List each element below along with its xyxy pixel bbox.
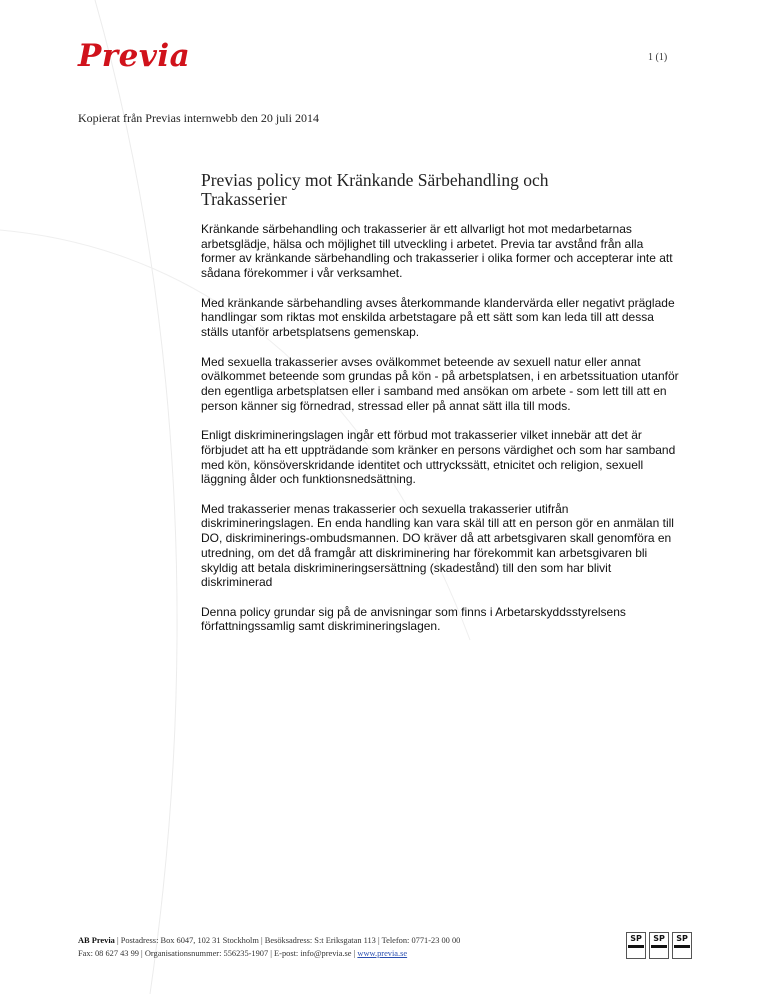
sp-certification-icon: [672, 932, 692, 959]
cert-mark: SP: [630, 934, 642, 943]
cert-mark: SP: [676, 934, 688, 943]
footer-line-1: [78, 934, 598, 947]
footer-contact: Fax: 08 627 43 99 | Organisationsnummer: 556235-1907 | E-post: info@previa.se |: [78, 949, 358, 958]
paragraph: Kränkande särbehandling och trakasserier är ett allvarligt hot mot medarbetarnas arbetsglädje, hälsa och möjlighet till utveckling i arbetet. Previa tar avstånd från alla former av kränkande särbehandling och trakasserier i olika former och accepterar inte att sådana förekommer i vår verksamhet.: [201, 222, 673, 281]
paragraph: Med trakasserier menas trakasserier och sexuella trakasserier utifrån diskrimineringslagen. En enda handling kan vara skäl till att en person gör en anmälan till DO, diskriminerings-ombudsmannen. DO kräver då att arbetsgivaren skall genomföra en utredning, om det då framgår att diskriminering har förekommit kan arbetsgivaren bli skyldig att betala diskrimineringsersättning (skadestånd) till den som har blivit diskriminerad: [201, 501, 674, 590]
paragraph: Med sexuella trakasserier avses ovälkommet beteende av sexuell natur eller annat ovälkommet beteende som grundas på kön - på arbetsplatsen, i en arbetssituation utanför den egentliga arbetsplatsen eller i samband med ansökan om arbete - som lett till att en person känner sig förnedrad, stressad eller på annat sätt illa till mods.: [201, 354, 679, 413]
footer-address: | Postadress: Box 6047, 102 31 Stockholm | Besöksadress: S:t Eriksgatan 113 | Telefon: 0771-23 00 00: [114, 936, 461, 945]
paragraph: Med kränkande särbehandling avses återkommande klandervärda eller negativt präglade handlingar som riktas mot enskilda arbetstagare på ett sätt som kan leda till att dessa ställs utanför arbetsplatsens gemenskap.: [201, 295, 675, 340]
cert-mark: SP: [653, 934, 665, 943]
page-number: 1 (1): [648, 52, 668, 63]
footer-line-2: [78, 947, 598, 960]
sp-certification-icon: [649, 932, 669, 959]
footer-website-link[interactable]: www.previa.se: [357, 949, 408, 958]
copied-note: Kopierat från Previas internwebb den 20 juli 2014: [78, 111, 319, 125]
previa-logo[interactable]: Previa: [78, 38, 191, 74]
page-footer: [78, 934, 598, 960]
document-body: [201, 222, 681, 649]
certification-logos: [626, 932, 692, 962]
sp-certification-icon: [626, 932, 646, 959]
footer-company: AB Previa: [78, 936, 115, 945]
document-title: Previas policy mot Kränkande Särbehandling och Trakasserier: [201, 170, 549, 209]
paragraph: Denna policy grundar sig på de anvisningar som finns i Arbetarskyddsstyrelsens författningssamlig samt diskrimineringslagen.: [201, 604, 626, 634]
paragraph: Enligt diskrimineringslagen ingår ett förbud mot trakasserier vilket innebär att det är förbjudet att ha ett uppträdande som kränker en persons värdighet och som har samband med kön, könsöverskridande identitet och uttryckssätt, etnicitet och religion, sexuell läggning ålder och funktionsnedsättning.: [201, 428, 676, 487]
